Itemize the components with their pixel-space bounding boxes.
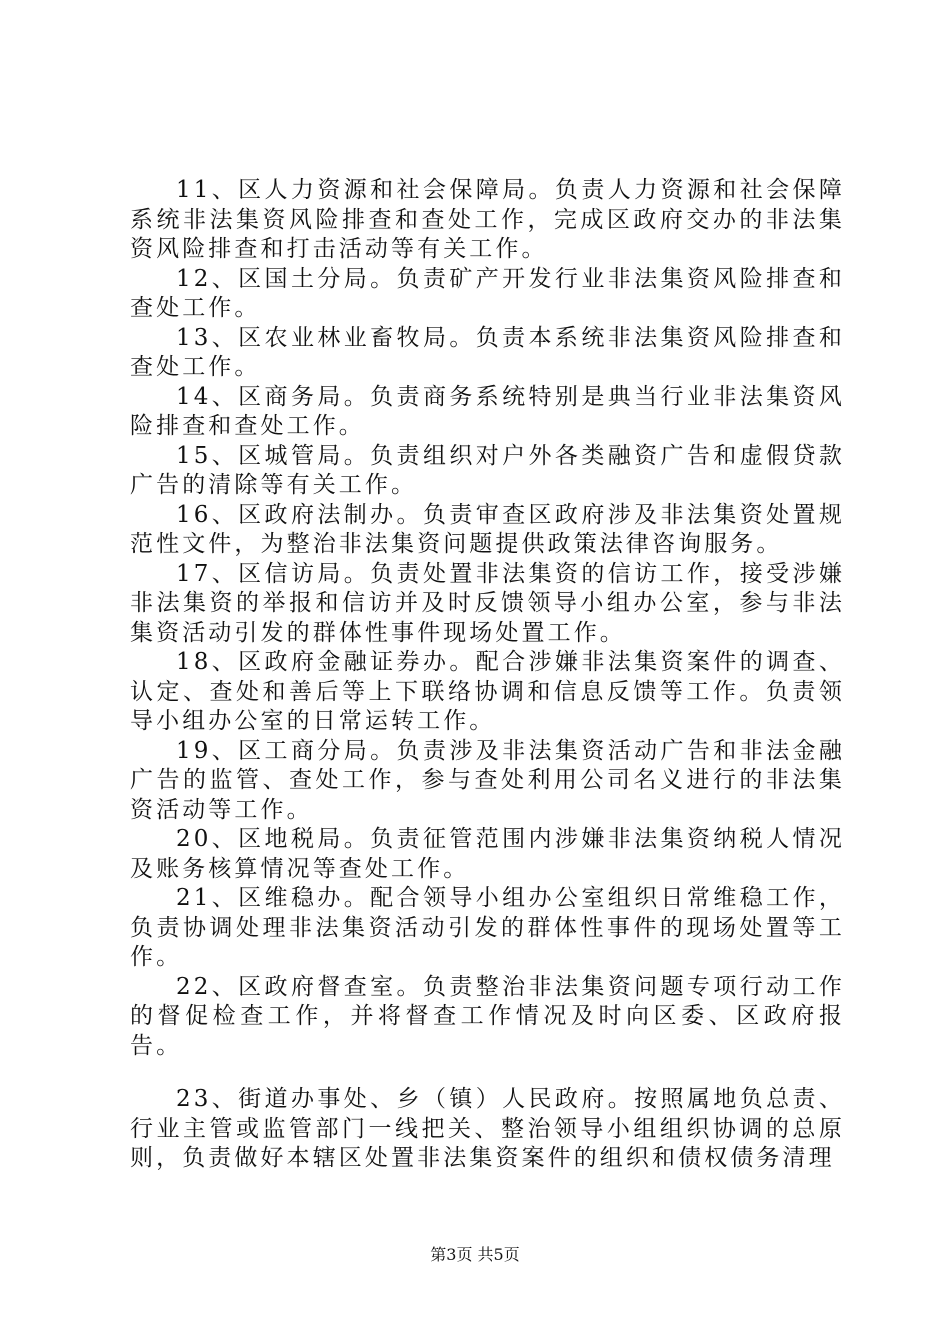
paragraph-13: 13、区农业林业畜牧局。负责本系统非法集资风险排查和查处工作。 (130, 324, 845, 380)
paragraph-18: 18、区政府金融证券办。配合涉嫌非法集资案件的调查、认定、查处和善后等上下联络协调和信息反馈等工作。负责领导小组办公室的日常运转工作。 (130, 649, 845, 734)
paragraph-14: 14、区商务局。负责商务系统特别是典当行业非法集资风险排查和查处工作。 (130, 383, 845, 439)
paragraph-17: 17、区信访局。负责处置非法集资的信访工作，接受涉嫌非法集资的举报和信访并及时反馈领导小组办公室，参与非法集资活动引发的群体性事件现场处置工作。 (130, 560, 845, 646)
paragraph-12: 12、区国土分局。负责矿产开发行业非法集资风险排查和查处工作。 (130, 265, 845, 321)
paragraph-21: 21、区维稳办。配合领导小组办公室组织日常维稳工作，负责协调处理非法集资活动引发的群体性事件的现场处置等工作。 (130, 885, 845, 970)
paragraph-22: 22、区政府督查室。负责整治非法集资问题专项行动工作的督促检查工作，并将督查工作情况及时向区委、区政府报告。 (130, 973, 845, 1059)
page-number-footer: 第3页 共5页 (430, 1245, 520, 1264)
paragraph-19: 19、区工商分局。负责涉及非法集资活动广告和非法金融广告的监管、查处工作，参与查处利用公司名义进行的非法集资活动等工作。 (130, 737, 845, 823)
paragraph-20: 20、区地税局。负责征管范围内涉嫌非法集资纳税人情况及账务核算情况等查处工作。 (130, 826, 845, 882)
paragraph-16: 16、区政府法制办。负责审查区政府涉及非法集资处置规范性文件，为整治非法集资问题提供政策法律咨询服务。 (130, 501, 845, 557)
paragraph-23: 23、街道办事处、乡（镇）人民政府。按照属地负总责、行业主管或监管部门一线把关、整治领导小组组织协调的总原则，负责做好本辖区处置非法集资案件的组织和债权债务清理 (130, 1086, 845, 1171)
paragraph-11: 11、区人力资源和社会保障局。负责人力资源和社会保障系统非法集资风险排查和查处工作，完成区政府交办的非法集资风险排查和打击活动等有关工作。 (130, 177, 845, 262)
paragraph-15: 15、区城管局。负责组织对户外各类融资广告和虚假贷款广告的清除等有关工作。 (130, 442, 845, 498)
document-body (130, 176, 845, 1174)
